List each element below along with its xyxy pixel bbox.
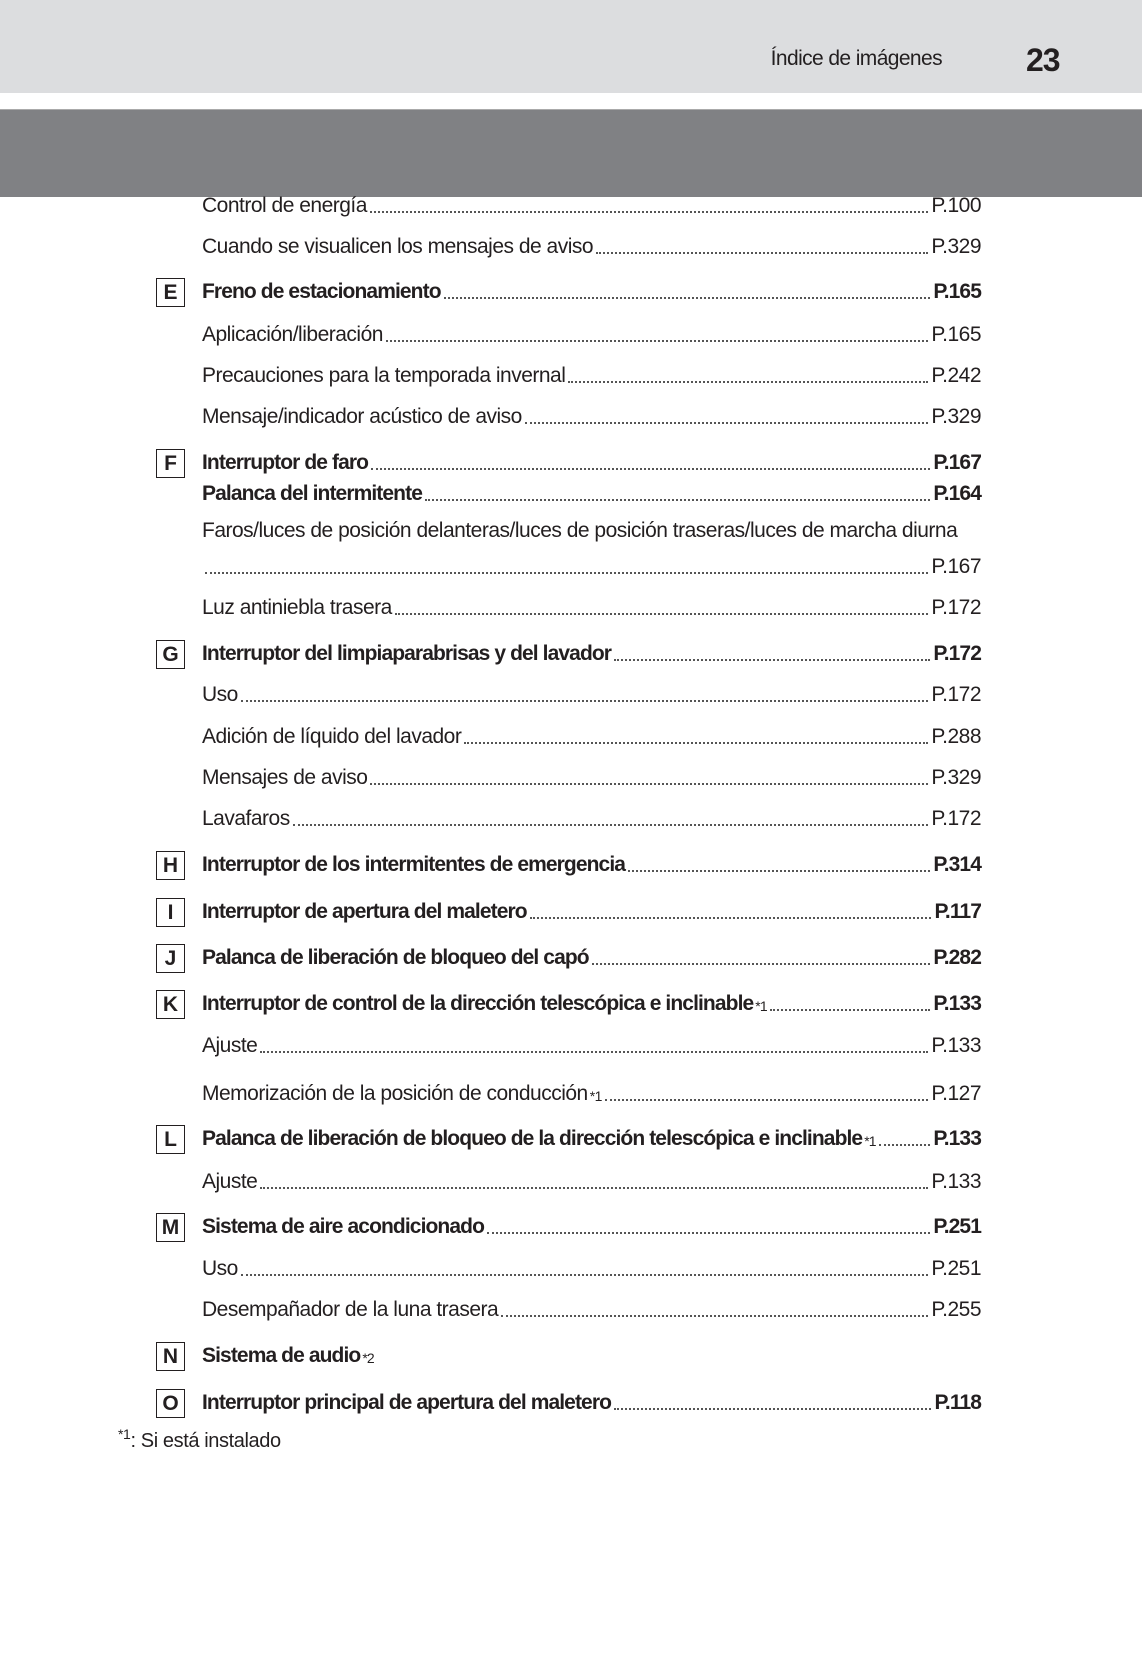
- section-title: Índice de imágenes: [770, 47, 942, 70]
- entry-label: Palanca de liberación de bloqueo de la dirección telescópica e inclinable: [202, 1127, 863, 1150]
- entry-label: Palanca del intermitente: [202, 482, 422, 505]
- index-entry[interactable]: [202, 550, 981, 580]
- entry-label: Sistema de audio: [202, 1344, 361, 1367]
- dot-leader: [464, 742, 928, 744]
- section-letter-box: E: [156, 278, 185, 307]
- index-entry[interactable]: [202, 895, 981, 925]
- page-reference: P.127: [931, 1082, 981, 1105]
- dot-leader: [501, 1315, 928, 1317]
- entry-label: Interruptor del limpiaparabrisas y del lavador: [202, 642, 612, 665]
- entry-label: Interruptor de apertura del maletero: [202, 900, 527, 923]
- page-reference: P.329: [931, 235, 981, 258]
- index-entry[interactable]: [202, 1165, 981, 1195]
- page-reference: P.242: [931, 364, 981, 387]
- dot-leader: [770, 1009, 931, 1011]
- entry-label: Sistema de aire acondicionado: [202, 1215, 484, 1238]
- entry-label: Memorización de la posición de conducción: [202, 1082, 588, 1105]
- index-entry[interactable]: [202, 720, 981, 750]
- index-entry[interactable]: [202, 1029, 981, 1059]
- dot-leader: [605, 1099, 928, 1101]
- footnote: [118, 1426, 281, 1453]
- index-entry[interactable]: [202, 230, 981, 260]
- dot-leader: [592, 963, 931, 965]
- page-reference: P.172: [933, 642, 981, 665]
- dot-leader: [444, 297, 931, 299]
- page-reference: P.282: [933, 946, 981, 969]
- index-entry[interactable]: [202, 591, 981, 621]
- entry-label: Freno de estacionamiento: [202, 280, 441, 303]
- entry-label: Interruptor de control de la dirección telescópica e inclinable: [202, 992, 754, 1015]
- dot-leader: [596, 252, 928, 254]
- dot-leader: [371, 468, 930, 470]
- section-letter-box: I: [156, 898, 185, 927]
- entry-label: Precauciones para la temporada invernal: [202, 364, 566, 387]
- page-reference: P.172: [931, 596, 981, 619]
- dot-leader: [614, 1408, 931, 1410]
- page-reference: P.314: [933, 853, 981, 876]
- entry-label: Interruptor de faro: [202, 451, 369, 474]
- section-letter-box: K: [156, 990, 185, 1019]
- entry-label: Adición de líquido del lavador: [202, 725, 462, 748]
- footnote-ref: *1: [755, 998, 767, 1014]
- page-reference: P.167: [933, 451, 981, 474]
- page-number: 23: [1026, 42, 1060, 78]
- index-entry[interactable]: [202, 848, 981, 878]
- index-entry[interactable]: [202, 318, 981, 348]
- index-entry[interactable]: [202, 275, 981, 305]
- index-entry[interactable]: [202, 941, 981, 971]
- page-reference: P.133: [931, 1034, 981, 1057]
- index-entry[interactable]: [202, 1077, 981, 1107]
- index-entry[interactable]: [202, 1210, 981, 1240]
- page-reference: P.133: [933, 992, 981, 1015]
- index-entry[interactable]: [202, 477, 981, 507]
- entry-label: Cuando se visualicen los mensajes de aviso: [202, 235, 594, 258]
- footnote-ref: *1: [589, 1088, 602, 1104]
- dot-leader: [205, 572, 928, 574]
- section-letter-box: H: [156, 851, 185, 880]
- section-letter-box: N: [156, 1342, 185, 1371]
- header-band: [0, 0, 1142, 93]
- dot-leader: [628, 870, 930, 872]
- page-reference: P.329: [931, 405, 981, 428]
- dot-leader: [293, 824, 929, 826]
- dot-leader: [241, 1274, 928, 1276]
- section-letter-box: L: [156, 1125, 185, 1154]
- index-entry[interactable]: [202, 189, 981, 219]
- entry-label: Desempañador de la luna trasera: [202, 1298, 499, 1321]
- section-letter-box: J: [156, 944, 185, 973]
- page-reference: P.118: [934, 1391, 981, 1414]
- entry-label: Ajuste: [202, 1170, 258, 1193]
- section-letter-box: M: [156, 1213, 185, 1242]
- dot-leader: [525, 422, 928, 424]
- page-reference: P.117: [934, 900, 981, 923]
- dot-leader: [879, 1144, 931, 1146]
- page-reference: P.288: [931, 725, 981, 748]
- footnote-text: : Si está instalado: [130, 1430, 281, 1452]
- section-letter-box: F: [156, 449, 185, 478]
- dot-leader: [370, 783, 928, 785]
- entry-label: Ajuste: [202, 1034, 258, 1057]
- entry-label: Faros/luces de posición delanteras/luces de posición traseras/luces de marcha diurna: [202, 519, 958, 542]
- page-reference: P.165: [933, 280, 981, 303]
- entry-label: Mensajes de aviso: [202, 766, 368, 789]
- page-reference: P.172: [931, 807, 981, 830]
- dot-leader: [530, 917, 932, 919]
- index-entry[interactable]: [202, 1293, 981, 1323]
- footnote-ref: *2: [362, 1350, 374, 1366]
- index-entry[interactable]: [202, 802, 981, 832]
- page-reference: P.100: [931, 194, 981, 217]
- footnote-mark: *1: [118, 1426, 131, 1442]
- index-entry[interactable]: [202, 1122, 981, 1152]
- entry-label: Interruptor de los intermitentes de emergencia: [202, 853, 626, 876]
- section-band: [0, 109, 1142, 197]
- page-reference: P.255: [931, 1298, 981, 1321]
- dot-leader: [260, 1051, 928, 1053]
- index-entry[interactable]: [202, 678, 981, 708]
- entry-label: Uso: [202, 1257, 238, 1280]
- entry-label: Control de energía: [202, 194, 367, 217]
- page-reference: P.165: [931, 323, 981, 346]
- page-reference: P.251: [931, 1257, 981, 1280]
- index-entry[interactable]: [202, 987, 981, 1017]
- entry-label: Interruptor principal de apertura del maletero: [202, 1391, 612, 1414]
- entry-label: Uso: [202, 683, 238, 706]
- index-entry[interactable]: [202, 1386, 981, 1416]
- dot-leader: [260, 1187, 928, 1189]
- page-reference: P.329: [931, 766, 981, 789]
- entry-label: Palanca de liberación de bloqueo del capó: [202, 946, 589, 969]
- dot-leader: [241, 700, 928, 702]
- index-entry[interactable]: [202, 400, 981, 430]
- index-entry[interactable]: [202, 446, 981, 476]
- dot-leader: [395, 613, 929, 615]
- entry-label: Luz antiniebla trasera: [202, 596, 392, 619]
- index-entry[interactable]: [202, 359, 981, 389]
- dot-leader: [370, 211, 928, 213]
- page-reference: P.164: [933, 482, 981, 505]
- entry-label: Lavafaros: [202, 807, 290, 830]
- entry-label: Mensaje/indicador acústico de aviso: [202, 405, 522, 428]
- page-reference: P.167: [931, 555, 981, 578]
- page-reference: P.251: [933, 1215, 981, 1238]
- page-reference: P.172: [931, 683, 981, 706]
- entry-label: Aplicación/liberación: [202, 323, 383, 346]
- section-letter-box: O: [156, 1389, 185, 1418]
- dot-leader: [386, 340, 928, 342]
- section-letter-box: G: [156, 640, 185, 669]
- index-entry[interactable]: [202, 637, 981, 667]
- dot-leader: [425, 499, 930, 501]
- dot-leader: [487, 1232, 930, 1234]
- index-entry[interactable]: [202, 1339, 981, 1369]
- page-reference: P.133: [933, 1127, 981, 1150]
- dot-leader: [614, 659, 930, 661]
- dot-leader: [568, 381, 928, 383]
- index-entry[interactable]: [202, 1252, 981, 1282]
- index-entry[interactable]: [202, 761, 981, 791]
- page-reference: P.133: [931, 1170, 981, 1193]
- footnote-ref: *1: [864, 1133, 876, 1149]
